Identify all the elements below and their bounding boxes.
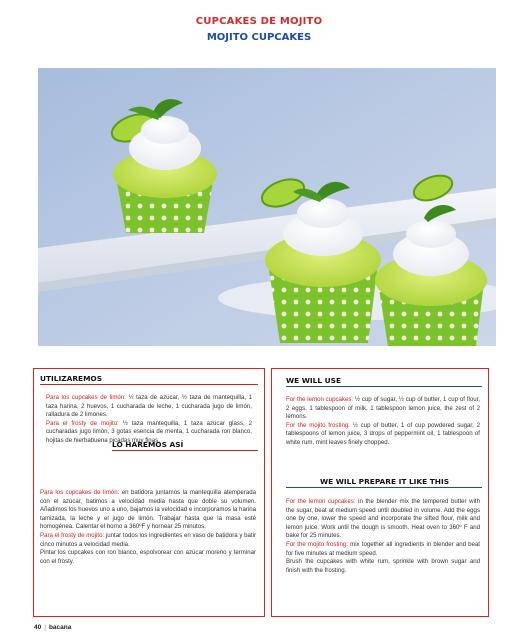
- title-spanish: CUPCAKES DE MOJITO: [195, 16, 323, 27]
- frosting-label-es: Para el frosty de mojito:: [46, 419, 119, 427]
- method-frosting-label-en: For the mojito frosting:: [286, 540, 348, 548]
- method-frosting-label-es: Para el frosty de mojito:: [40, 531, 105, 539]
- lemon-ingredients-en: ½ cup of sugar, ½ cup of butter, 1 cup of flour, 2 eggs, 1 tablespoon of milk, 1 tablespoon lemon juice, the zest of 2 lemons.: [286, 396, 480, 421]
- english-recipe-box: [271, 368, 489, 617]
- method-heading-en: WE WILL PREPARE IT LIKE THIS: [320, 477, 450, 486]
- frosting-label-en: For the mojito frosting:: [286, 421, 350, 429]
- ingredients-heading-es: UTILIZAREMOS: [40, 374, 103, 383]
- method-underline: [112, 450, 258, 451]
- magazine-name: bacana: [48, 624, 72, 631]
- ingredients-heading-en: WE WILL USE: [286, 376, 342, 385]
- method-text-en: [286, 498, 480, 575]
- method-finish-es: Pintar los cupcakes con ron blanco, espolvorear con azúcar moreno y terminar con el frosty.: [40, 549, 256, 565]
- method-lemon-es: en batidora juntamos la mantequilla atemperada con el azúcar, batimos a velocidad media hasta que doble su volumen. Añadimos los huevos uno a uno, bajamos la velocidad e incorporamos la harina tamizada, la leche y el jugo de limón. Trabajar hasta que la masa esté homogénea. Calentar el horno a 360ºF y hornear 25 minutos.: [40, 489, 256, 531]
- method-lemon-label-en: For the lemon cupcakes:: [286, 498, 356, 505]
- title-english: MOJITO CUPCAKES: [206, 32, 312, 43]
- method-finish-en: Brush the cupcakes with white rum, sprinkle with brown sugar and finish with the frosting.: [286, 558, 480, 574]
- spanish-recipe-box: [33, 368, 265, 617]
- footer-separator: |: [44, 624, 46, 631]
- method-lemon-en: in the blender mix the tempered butter with the sugar, beat at medium speed until doubled in volume. Add the eggs one by one, lower the speed and incorporate the sifted flour, milk and lemon juice. Work until the dough is smooth. Heat oven to 360º F and bake for 25 minutes.: [286, 498, 481, 540]
- method-frosting-en: mix together all ingredients in blender and beat for five minutes at medium speed.: [286, 540, 480, 557]
- method-text-es: [40, 489, 256, 566]
- method-heading-es: LO HAREMOS ASÍ: [112, 440, 184, 449]
- page-footer: [34, 624, 71, 631]
- heading-underline: [286, 386, 482, 387]
- frosting-ingredients-es: ½ taza mantequilla, 1 taza azúcar glass, 2 cucharadas jugo limón, 3 gotas esencia de menta, 1 cucharada ron blanco, hojitas de hierbabuena picadas muy finas.: [46, 419, 252, 444]
- ingredients-text-es: [46, 394, 252, 446]
- lemon-ingredients-es: ½ taza de azúcar, ½ taza de mantequilla, 1 taza harina, 2 huevos, 1 cucharada de leche, 1 cucharada jugo de limón, ralladura de 2 limones.: [46, 394, 252, 419]
- lemon-label-en: For the lemon cupcakes:: [286, 396, 354, 403]
- cupcakes-photo: [38, 68, 496, 346]
- ingredients-text-en: [286, 396, 480, 448]
- method-frosting-es: juntar todos los ingredientes en vaso de batidora y batir cinco minutos a velocidad media.: [40, 531, 256, 548]
- frosting-ingredients-en: ½ cup of butter, 1 of cup powdered sugar, 2 tablespoons of lemon juice, 3 drops of peppermint oil, 1 tablespoon of white rum, mint leaves finely chopped.: [286, 421, 480, 446]
- method-underline: [286, 487, 482, 488]
- heading-underline: [40, 384, 258, 385]
- method-lemon-label-es: Para los cupcakes de limón:: [40, 489, 120, 496]
- lemon-label-es: Para los cupcakes de limón:: [46, 394, 126, 401]
- page-number: 40: [34, 624, 42, 631]
